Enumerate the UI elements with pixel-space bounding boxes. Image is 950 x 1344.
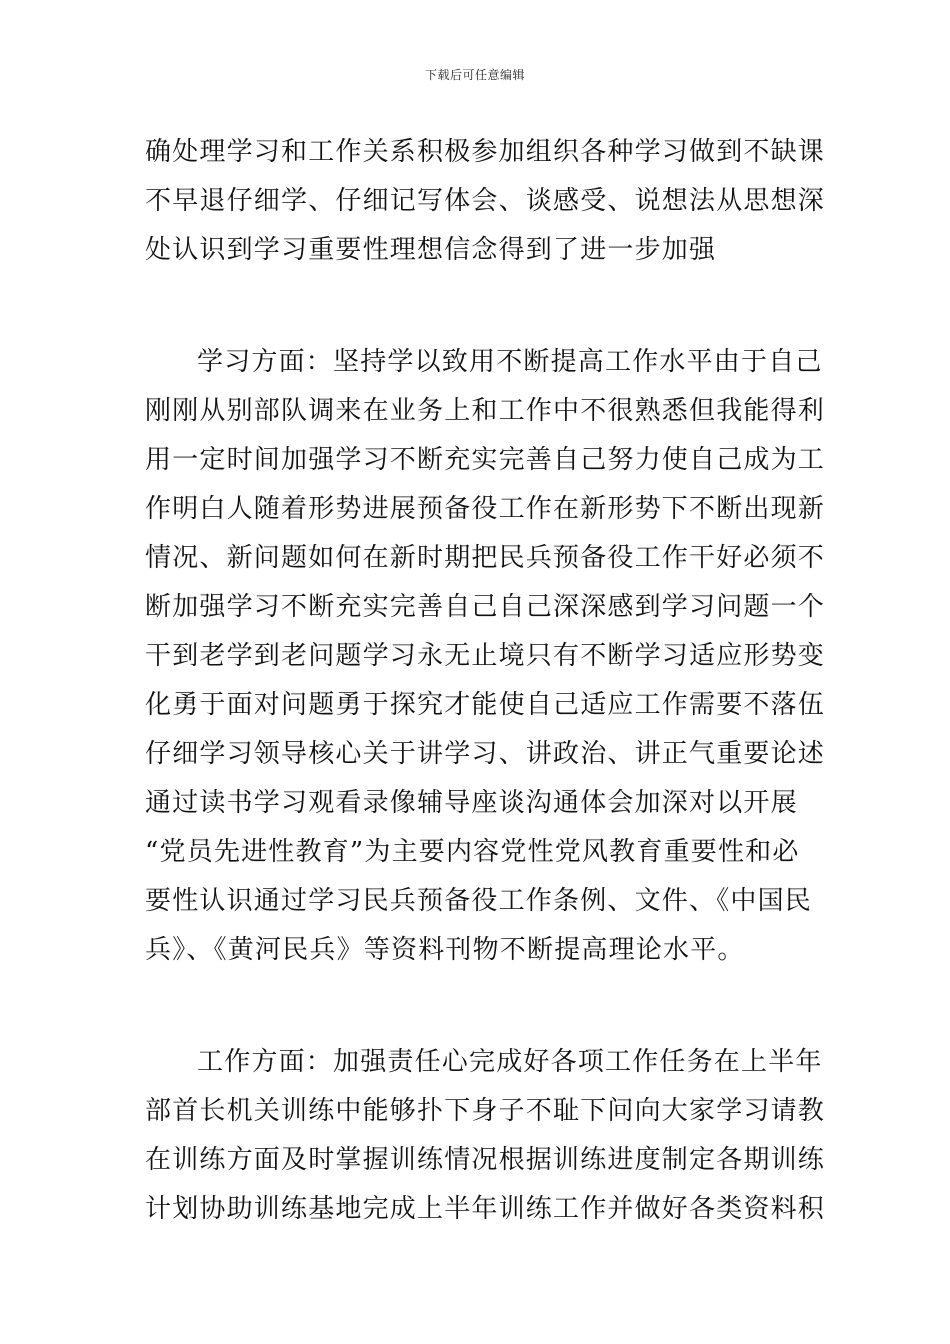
text-line: 确处理学习和工作关系积极参加组织各种学习做到不缺课 [145,137,826,167]
text-line: 用一定时间加强学习不断充实完善自己努力使自己成为工 [145,445,826,475]
paragraph-gap [145,275,810,338]
text-line: 部首长机关训练中能够扑下身子不耻下问向大家学习请教 [145,1096,826,1126]
text-line: 不早退仔细学、仔细记写体会、谈感受、说想法从思想深 [145,186,826,216]
page-header: 下载后可任意编辑 [424,68,525,82]
paragraph [145,128,826,275]
text-line: 情况、新问题如何在新时期把民兵预备役工作干好必须不 [145,543,826,573]
paragraph [145,338,826,975]
text-line: 化勇于面对问题勇于探究才能使自己适应工作需要不落伍 [145,690,826,720]
text-line: 仔细学习领导核心关于讲学习、讲政治、讲正气重要论述 [145,739,826,769]
paragraph-gap [145,975,810,1038]
text-line: 工作方面：加强责任心完成好各项工作任务在上半年 [197,1047,823,1077]
text-line: 计划协助训练基地完成上半年训练工作并做好各类资料积 [145,1194,826,1224]
text-line: 处认识到学习重要性理想信念得到了进一步加强 [145,235,717,265]
text-line: 兵》、《黄河民兵》等资料刊物不断提高理论水平。 [145,935,745,965]
text-line: 干到老学到老问题学习永无止境只有不断学习适应形势变 [145,641,826,671]
text-line: 在训练方面及时掌握训练情况根据训练进度制定各期训练 [145,1145,826,1175]
text-line: 作明白人随着形势进展预备役工作在新形势下不断出现新 [145,494,826,524]
text-line: 刚刚从别部队调来在业务上和工作中不很熟悉但我能得利 [145,396,826,426]
text-line: 断加强学习不断充实完善自己自己深深感到学习问题一个 [145,592,826,622]
text-line: 要性认识通过学习民兵预备役工作条例、文件、《中国民 [145,886,813,916]
text-line: “党员先进性教育”为主要内容党性党风教育重要性和必 [145,837,800,867]
paragraph [145,1038,826,1234]
text-line: 通过读书学习观看录像辅导座谈沟通体会加深对以开展 [145,788,798,818]
text-line: 学习方面：坚持学以致用不断提高工作水平由于自己 [197,347,823,377]
document-body [145,128,826,1234]
